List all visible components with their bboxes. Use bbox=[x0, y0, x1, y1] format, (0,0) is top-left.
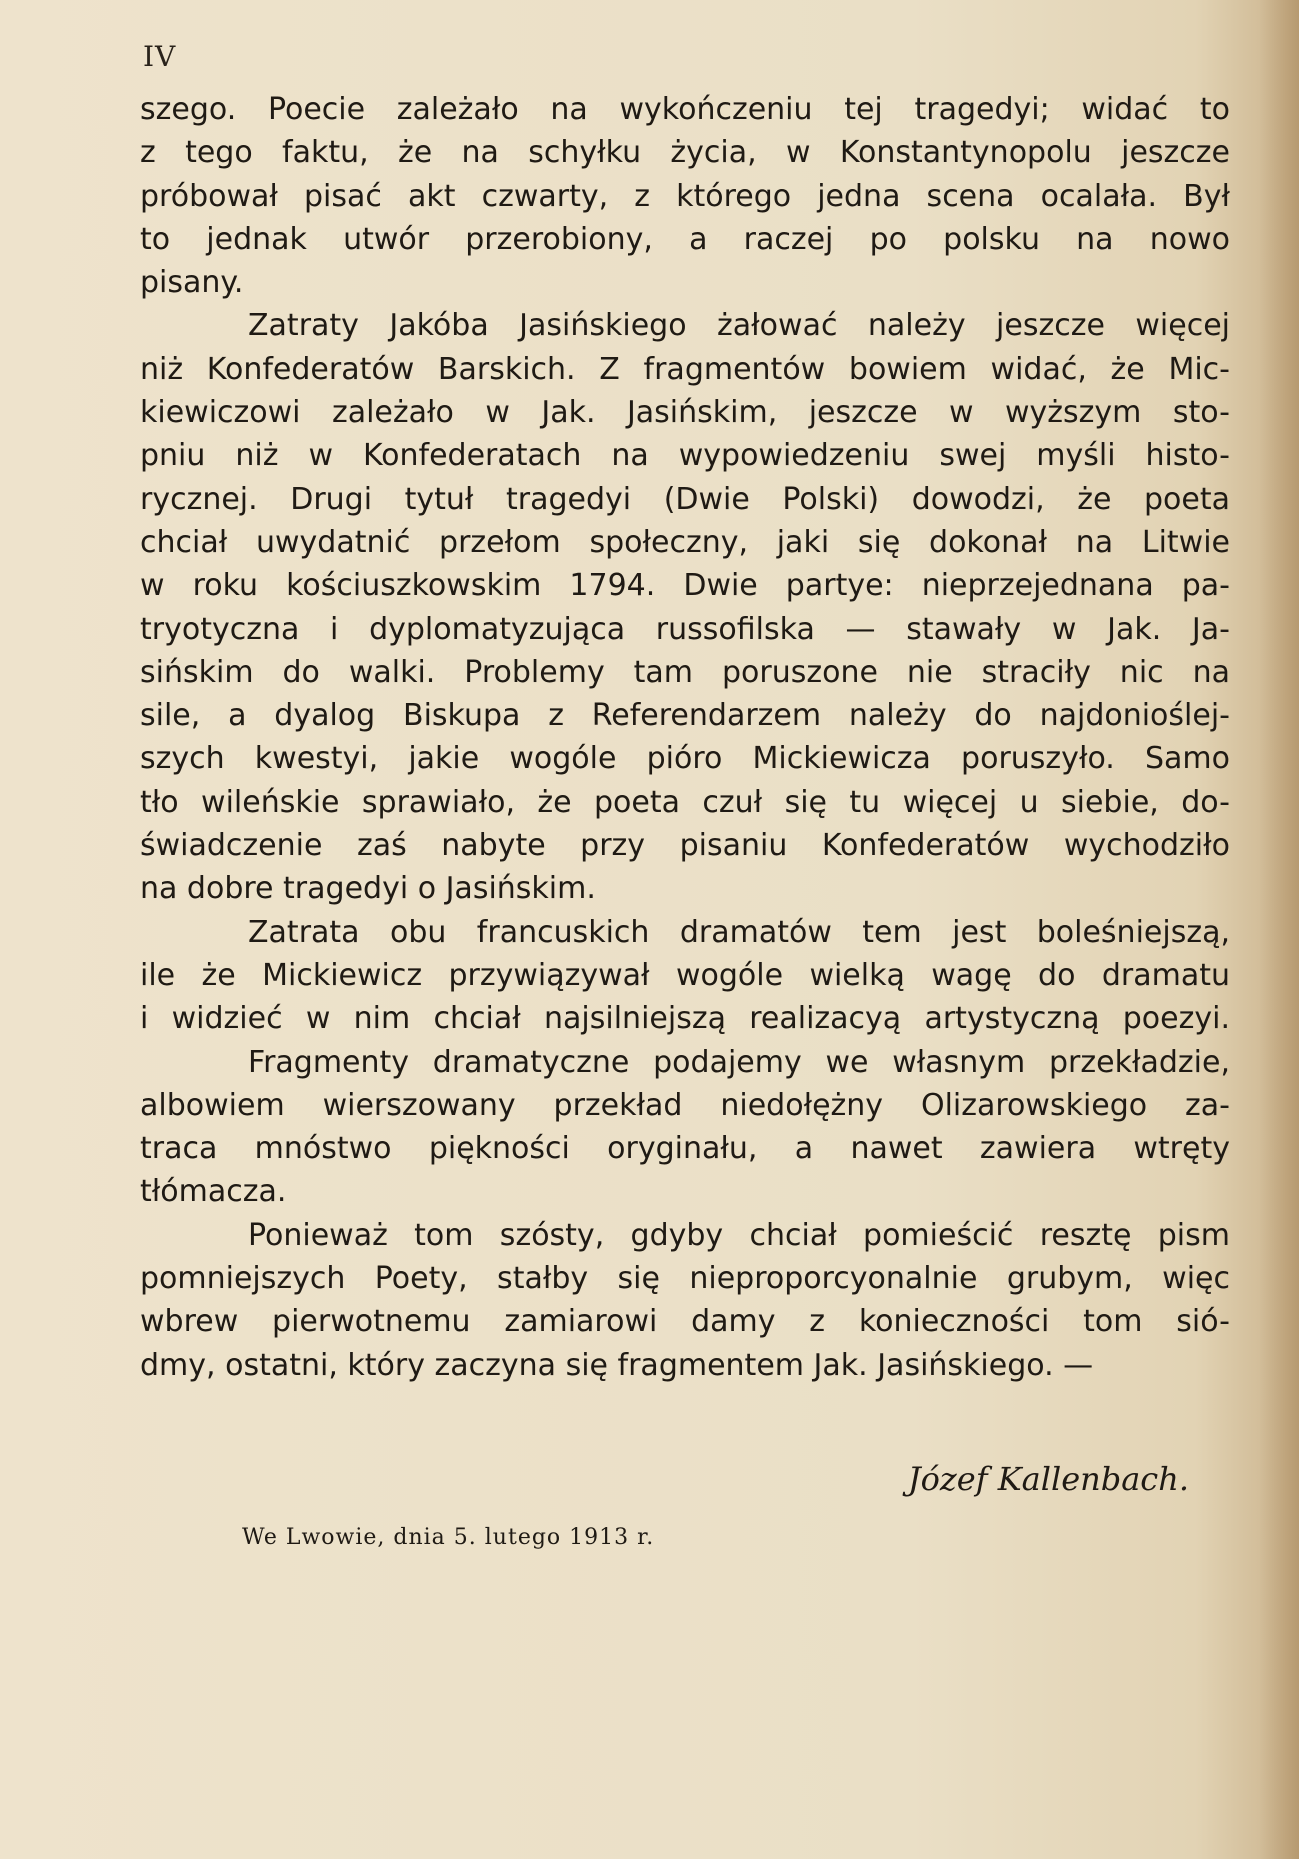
text-line: w roku kościuszkowskim 1794. Dwie partye: nieprzejednana pa- bbox=[140, 568, 1230, 604]
text-line: traca mnóstwo piękności oryginału, a nawet zawiera wtręty bbox=[140, 1131, 1230, 1167]
text-line: ile że Mickiewicz przywiązywał wogóle wielką wagę do dramatu bbox=[140, 957, 1230, 993]
text-line: kiewiczowi zależało w Jak. Jasińskim, jeszcze w wyższym sto- bbox=[140, 395, 1230, 431]
text-line: próbował pisać akt czwarty, z którego jedna scena ocalała. Był bbox=[140, 178, 1230, 214]
body-text bbox=[140, 88, 1230, 1387]
text-line: świadczenie zaś nabyte przy pisaniu Konfederatów wychodziło bbox=[140, 828, 1230, 864]
text-line: Zatrata obu francuskich dramatów tem jest boleśniejszą, bbox=[248, 914, 1230, 950]
text-line: tłómacza. bbox=[140, 1174, 287, 1210]
text-line: szych kwestyi, jakie wogóle pióro Mickiewicza poruszyło. Samo bbox=[140, 741, 1230, 777]
text-line: Zatraty Jakóba Jasińskiego żałować należy jeszcze więcej bbox=[248, 308, 1230, 344]
text-line: szego. Poecie zależało na wykończeniu tej tragedyi; widać to bbox=[140, 92, 1230, 127]
text-line: Ponieważ tom szósty, gdyby chciał pomieścić resztę pism bbox=[248, 1217, 1230, 1253]
page-number: IV bbox=[143, 40, 177, 73]
text-line: rycznej. Drugi tytuł tragedyi (Dwie Polski) dowodzi, że poeta bbox=[140, 481, 1230, 517]
text-line: sińskim do walki. Problemy tam poruszone nie straciły nic na bbox=[140, 654, 1230, 690]
text-line: chciał uwydatnić przełom społeczny, jaki się dokonał na Litwie bbox=[140, 524, 1230, 560]
text-line: albowiem wierszowany przekład niedołężny Olizarowskiego za- bbox=[140, 1087, 1230, 1123]
text-line: niż Konfederatów Barskich. Z fragmentów bowiem widać, że Mic- bbox=[140, 351, 1230, 387]
text-line: i widzieć w nim chciał najsilniejszą realizacyą artystyczną poezyi. bbox=[140, 1001, 1230, 1037]
text-line: pisany. bbox=[140, 265, 244, 301]
page-edge-shadow bbox=[1259, 0, 1299, 1859]
text-line: na dobre tragedyi o Jasińskim. bbox=[140, 871, 596, 907]
text-line: pniu niż w Konfederatach na wypowiedzeniu swej myśli histo- bbox=[140, 438, 1230, 474]
text-line: pomniejszych Poety, stałby się nieproporcyonalnie grubym, więc bbox=[140, 1261, 1230, 1297]
text-line: tło wileńskie sprawiało, że poeta czuł się tu więcej u siebie, do- bbox=[140, 784, 1230, 820]
text-line: sile, a dyalog Biskupa z Referendarzem należy do najdonioślej- bbox=[140, 698, 1230, 734]
text-line: wbrew pierwotnemu zamiarowi damy z konieczności tom sió- bbox=[140, 1304, 1230, 1340]
text-line: dmy, ostatni, który zaczyna się fragmentem Jak. Jasińskiego. — bbox=[140, 1347, 1094, 1383]
place-date-line: We Lwowie, dnia 5. lutego 1913 r. bbox=[242, 1525, 655, 1550]
text-line: Fragmenty dramatyczne podajemy we własnym przekładzie, bbox=[248, 1044, 1230, 1080]
text-line: tryotyczna i dyplomatyzująca russofilska — stawały w Jak. Ja- bbox=[140, 611, 1230, 647]
author-signature: Józef Kallenbach. bbox=[907, 1460, 1189, 1498]
text-line: to jednak utwór przerobiony, a raczej po polsku na nowo bbox=[140, 221, 1230, 257]
text-line: z tego faktu, że na schyłku życia, w Konstantynopolu jeszcze bbox=[140, 135, 1230, 171]
